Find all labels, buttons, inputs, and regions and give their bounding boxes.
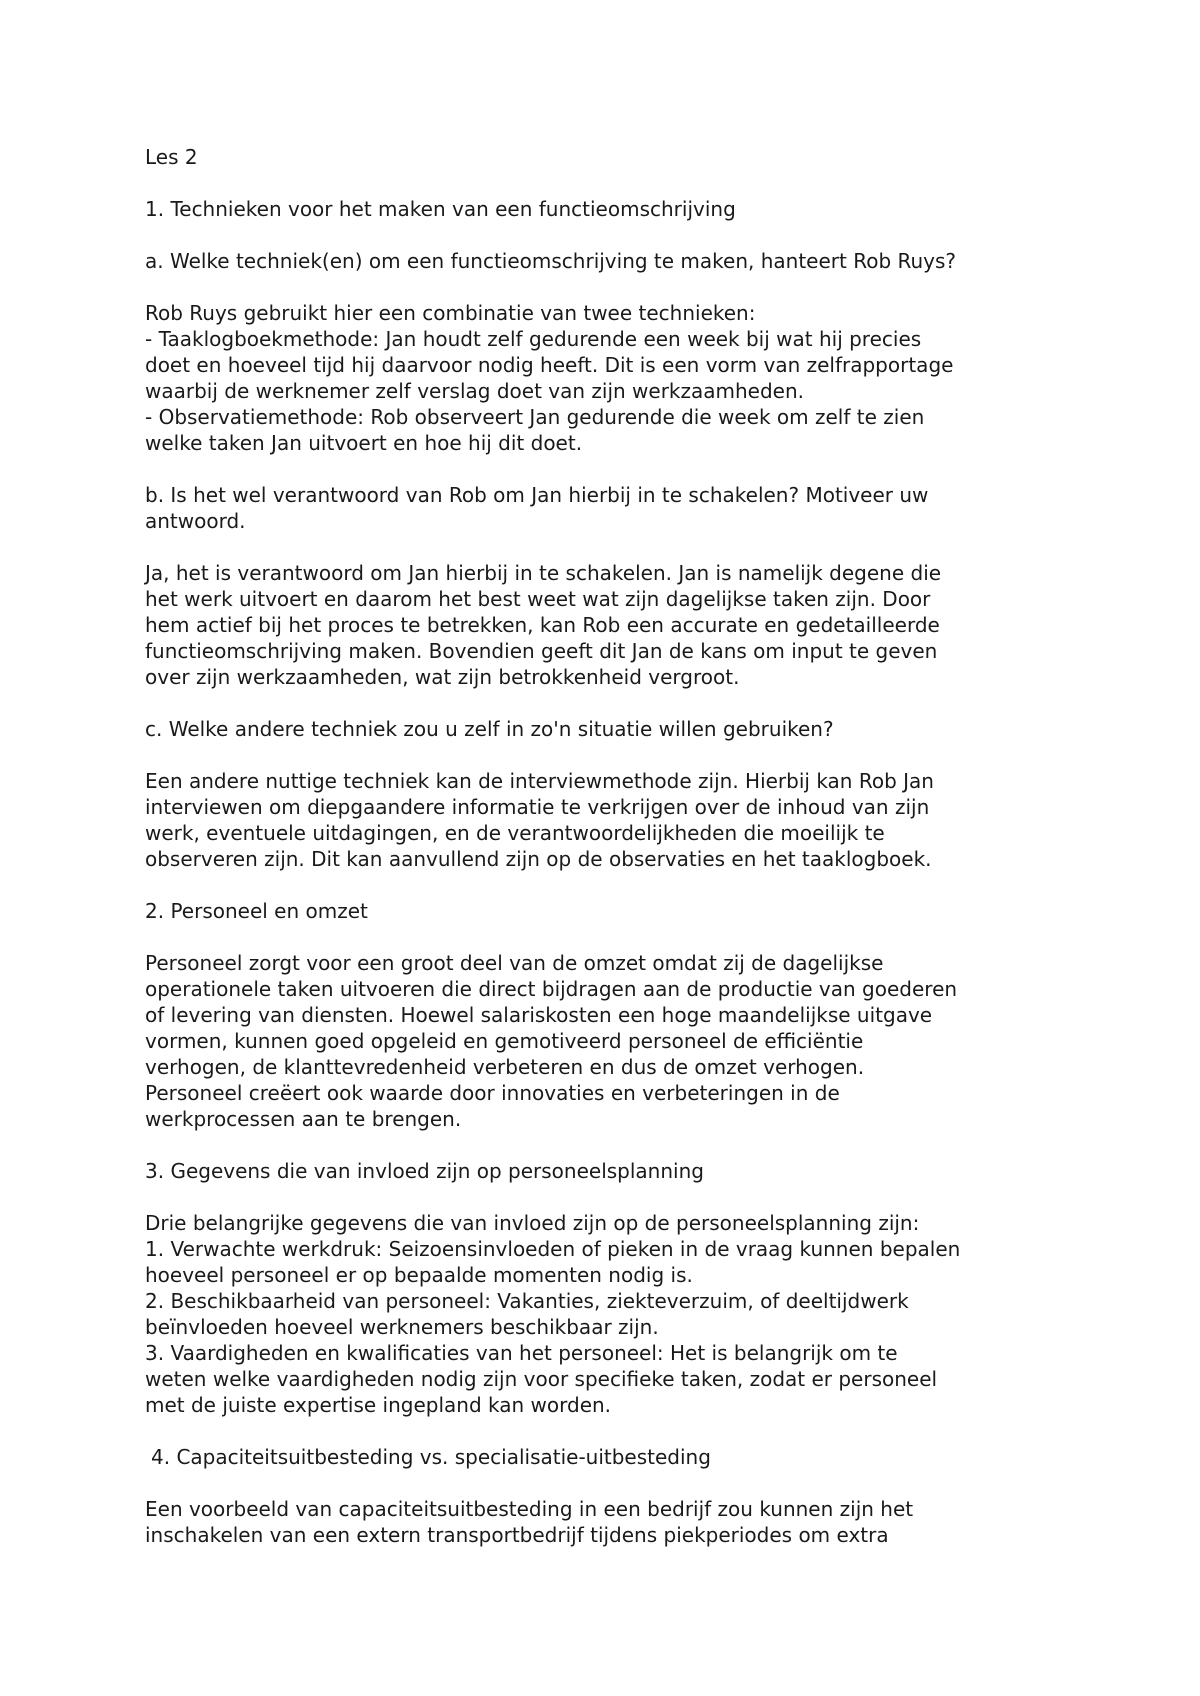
paragraph-line: Drie belangrijke gegevens die van invloed zijn op de personeelsplanning zijn: — [145, 1211, 920, 1235]
paragraph-line: weten welke vaardigheden nodig zijn voor specifieke taken, zodat er personeel — [145, 1367, 938, 1391]
paragraph-line: of levering van diensten. Hoewel salariskosten een hoge maandelijkse uitgave — [145, 1003, 933, 1027]
answer-b — [145, 560, 1085, 690]
paragraph-line: Een andere nuttige techniek kan de interviewmethode zijn. Hierbij kan Rob Jan — [145, 769, 934, 793]
section-3-body — [145, 1210, 1085, 1418]
section-1-heading: 1. Technieken voor het maken van een functieomschrijving — [145, 197, 736, 221]
paragraph-line: operationele taken uitvoeren die direct bijdragen aan de productie van goederen — [145, 977, 958, 1001]
question-c: c. Welke andere techniek zou u zelf in zo'n situatie willen gebruiken? — [145, 717, 834, 741]
section-2-body — [145, 950, 1085, 1132]
section-4-body — [145, 1496, 1085, 1548]
paragraph-line: observeren zijn. Dit kan aanvullend zijn op de observaties en het taaklogboek. — [145, 847, 932, 871]
paragraph-line: functieomschrijving maken. Bovendien geeft dit Jan de kans om input te geven — [145, 639, 938, 663]
paragraph-line: hem actief bij het proces te betrekken, kan Rob een accurate en gedetailleerde — [145, 613, 940, 637]
paragraph-line: waarbij de werknemer zelf verslag doet van zijn werkzaamheden. — [145, 379, 805, 403]
paragraph-line: verhogen, de klanttevredenheid verbeteren en dus de omzet verhogen. — [145, 1055, 865, 1079]
paragraph-line: het werk uitvoert en daarom het best weet wat zijn dagelijkse taken zijn. Door — [145, 587, 931, 611]
paragraph-line: Personeel creëert ook waarde door innovaties en verbeteringen in de — [145, 1081, 840, 1105]
paragraph-line: Personeel zorgt voor een groot deel van de omzet omdat zij de dagelijkse — [145, 951, 884, 975]
paragraph-line: doet en hoeveel tijd hij daarvoor nodig heeft. Dit is een vorm van zelfrapportage — [145, 353, 954, 377]
paragraph-line: hoeveel personeel er op bepaalde momenten nodig is. — [145, 1263, 693, 1287]
paragraph-line: over zijn werkzaamheden, wat zijn betrokkenheid vergroot. — [145, 665, 740, 689]
paragraph-line: vormen, kunnen goed opgeleid en gemotiveerd personeel de efficiëntie — [145, 1029, 864, 1053]
paragraph-line: interviewen om diepgaandere informatie te verkrijgen over de inhoud van zijn — [145, 795, 930, 819]
question-a: a. Welke techniek(en) om een functieomschrijving te maken, hanteert Rob Ruys? — [145, 249, 957, 273]
section-3-heading: 3. Gegevens die van invloed zijn op personeelsplanning — [145, 1159, 704, 1183]
paragraph-line: Ja, het is verantwoord om Jan hierbij in te schakelen. Jan is namelijk degene die — [145, 561, 942, 585]
section-2-heading: 2. Personeel en omzet — [145, 899, 368, 923]
document-body — [145, 144, 1085, 1574]
paragraph-line: werkprocessen aan te brengen. — [145, 1107, 462, 1131]
paragraph-line: 3. Vaardigheden en kwalificaties van het personeel: Het is belangrijk om te — [145, 1341, 898, 1365]
answer-c — [145, 768, 1085, 872]
page-title: Les 2 — [145, 145, 198, 169]
paragraph-line: inschakelen van een extern transportbedrijf tijdens piekperiodes om extra — [145, 1523, 889, 1547]
paragraph-line: 1. Verwachte werkdruk: Seizoensinvloeden of pieken in de vraag kunnen bepalen — [145, 1237, 961, 1261]
question-b — [145, 482, 1085, 534]
paragraph-line: antwoord. — [145, 509, 246, 533]
paragraph-line: beïnvloeden hoeveel werknemers beschikbaar zijn. — [145, 1315, 659, 1339]
paragraph-line: - Taaklogboekmethode: Jan houdt zelf gedurende een week bij wat hij precies — [145, 327, 922, 351]
paragraph-line: b. Is het wel verantwoord van Rob om Jan hierbij in te schakelen? Motiveer uw — [145, 483, 929, 507]
paragraph-line: - Observatiemethode: Rob observeert Jan gedurende die week om zelf te zien — [145, 405, 925, 429]
paragraph-line: welke taken Jan uitvoert en hoe hij dit doet. — [145, 431, 583, 455]
paragraph-line: 2. Beschikbaarheid van personeel: Vakanties, ziekteverzuim, of deeltijdwerk — [145, 1289, 909, 1313]
paragraph-line: met de juiste expertise ingepland kan worden. — [145, 1393, 612, 1417]
section-4-heading: 4. Capaciteitsuitbesteding vs. specialisatie-uitbesteding — [151, 1445, 711, 1469]
paragraph-line: werk, eventuele uitdagingen, en de verantwoordelijkheden die moeilijk te — [145, 821, 885, 845]
answer-a — [145, 300, 1085, 456]
answer-a-intro: Rob Ruys gebruikt hier een combinatie van twee technieken: — [145, 301, 756, 325]
paragraph-line: Een voorbeeld van capaciteitsuitbesteding in een bedrijf zou kunnen zijn het — [145, 1497, 914, 1521]
